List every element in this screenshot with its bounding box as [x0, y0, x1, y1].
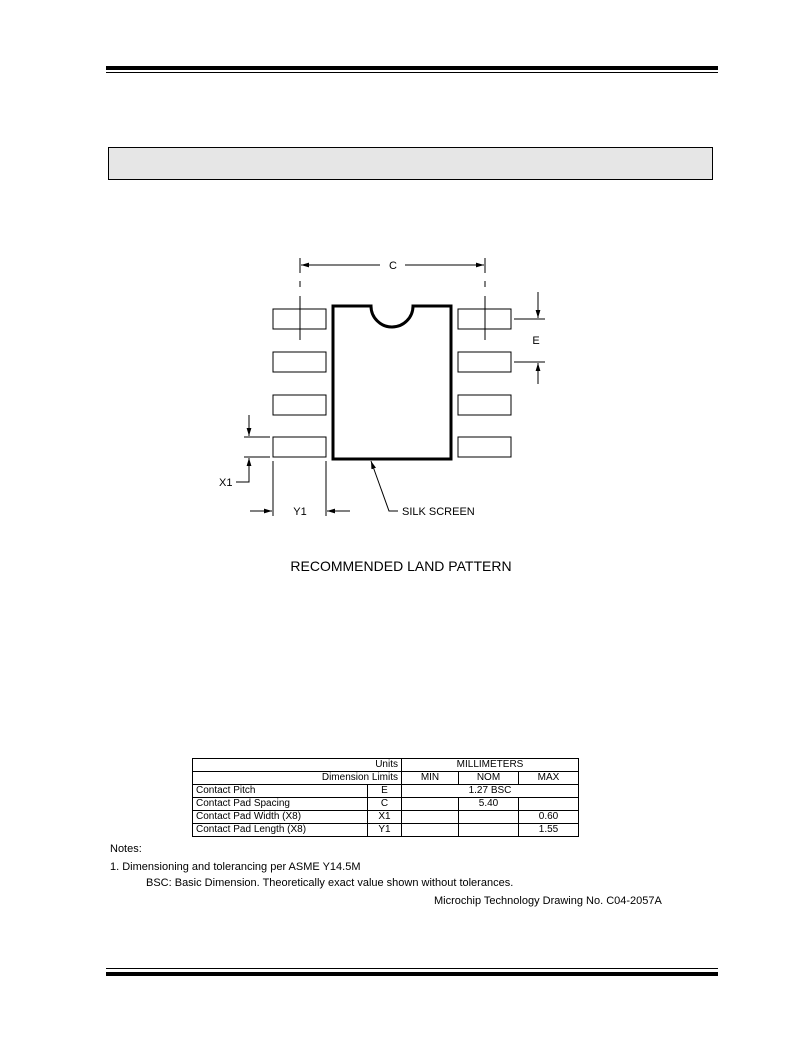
- row-max: [519, 798, 579, 811]
- row-nom: 1.27 BSC: [402, 785, 579, 798]
- table-row: [193, 811, 579, 824]
- row-label: Contact Pad Length (X8): [193, 824, 368, 837]
- col-nom: NOM: [459, 772, 519, 785]
- note-bsc: BSC: Basic Dimension. Theoretically exact value shown without tolerances.: [146, 877, 514, 889]
- pad-right-3: [458, 395, 511, 415]
- pad-left-3: [273, 395, 326, 415]
- row-min: [402, 811, 459, 824]
- row-max: 0.60: [519, 811, 579, 824]
- c-label: C: [389, 260, 397, 272]
- limits-label: Dimension Limits: [193, 772, 402, 785]
- note-item-1: 1. Dimensioning and tolerancing per ASME Y14.5M: [110, 861, 361, 873]
- row-max: 1.55: [519, 824, 579, 837]
- col-max: MAX: [519, 772, 579, 785]
- row-symbol: Y1: [368, 824, 402, 837]
- silk-screen-outline: [333, 306, 451, 459]
- notes-heading: Notes:: [110, 843, 142, 855]
- dimension-table: [192, 758, 579, 837]
- y1-label: Y1: [293, 506, 307, 518]
- pad-right-2: [458, 352, 511, 372]
- diagram-caption: RECOMMENDED LAND PATTERN: [290, 558, 512, 574]
- table-row: [193, 785, 579, 798]
- pad-left-4: [273, 437, 326, 457]
- table-row: [193, 824, 579, 837]
- col-min: MIN: [402, 772, 459, 785]
- row-min: [402, 798, 459, 811]
- row-label: Contact Pad Spacing: [193, 798, 368, 811]
- units-value: MILLIMETERS: [402, 759, 579, 772]
- drawing-number: Microchip Technology Drawing No. C04-2057A: [434, 895, 662, 907]
- footer-rule-thick: [106, 972, 718, 976]
- x1-label: X1: [219, 477, 233, 489]
- row-label: Contact Pitch: [193, 785, 368, 798]
- row-min: [402, 824, 459, 837]
- x1-arrow-bottom: [236, 458, 249, 482]
- row-nom: [459, 824, 519, 837]
- row-nom: 5.40: [459, 798, 519, 811]
- table-row: [193, 798, 579, 811]
- row-symbol: X1: [368, 811, 402, 824]
- units-label: Units: [193, 759, 402, 772]
- table-row-header: [193, 772, 579, 785]
- row-symbol: C: [368, 798, 402, 811]
- pad-left-2: [273, 352, 326, 372]
- row-nom: [459, 811, 519, 824]
- row-symbol: E: [368, 785, 402, 798]
- e-label: E: [532, 335, 540, 347]
- silk-screen-leader: [371, 461, 398, 511]
- row-label: Contact Pad Width (X8): [193, 811, 368, 824]
- silk-screen-label: SILK SCREEN: [402, 506, 475, 518]
- pad-right-4: [458, 437, 511, 457]
- footer-rule-thin: [106, 968, 718, 969]
- table-row-units: [193, 759, 579, 772]
